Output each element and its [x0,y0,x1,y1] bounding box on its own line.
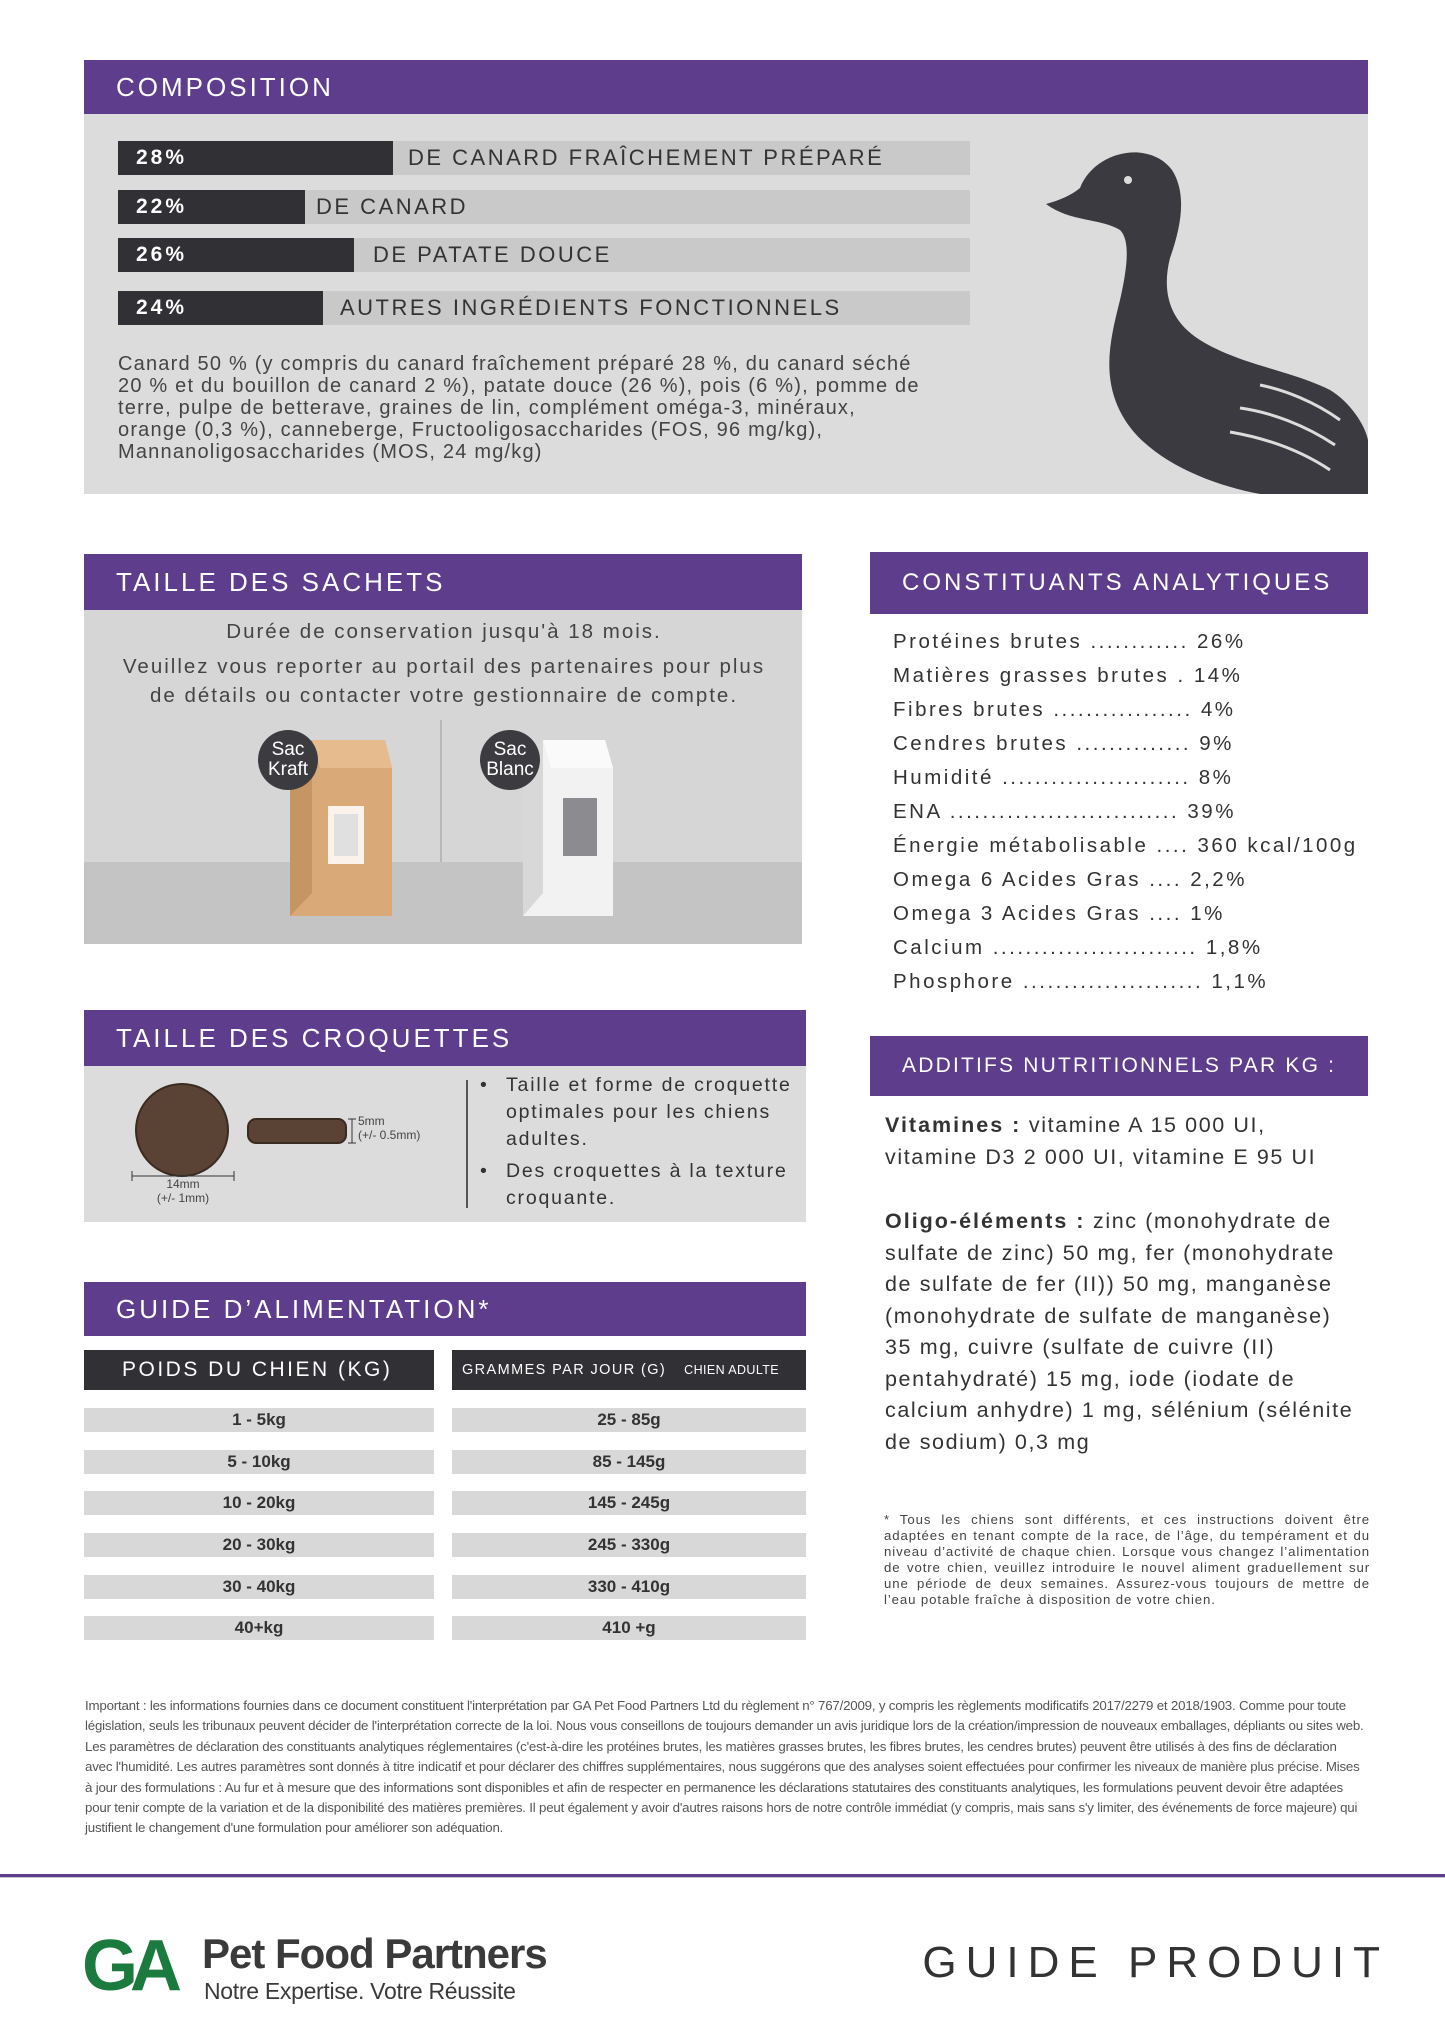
kibble-bullet: • Taille et forme de croquette optimales pour les chiens adultes. [480,1072,810,1153]
vitamines-text: vitamine A 15 000 UI, [1021,1113,1266,1137]
composition-row [118,141,970,175]
composition-pct: 24% [118,291,323,325]
oligo-text: sulfate de zinc) 50 mg, fer (monohydrate [885,1240,1335,1265]
feeding-weight-cell: 5 - 10kg [84,1450,434,1474]
analytics-row: Calcium ......................... 1,8% [893,936,1263,959]
kraft-bag-label [258,730,318,790]
analytics-header [870,552,1368,614]
composition-row [118,238,970,272]
ga-logo-icon [80,1932,196,1996]
guide-produit-title: GUIDE PRODUIT [922,1938,1389,1987]
white-bag-label-line: Sac [493,739,527,760]
composition-text-line: Mannanoligosaccharides (MOS, 24 mg/kg) [118,441,543,463]
additifs-header [870,1036,1368,1096]
oligo-block [885,1206,1405,1458]
kibble-divider [466,1080,468,1208]
feeding-col-weight-label: POIDS DU CHIEN (KG) [122,1358,393,1381]
composition-row [118,190,970,224]
oligo-text: pentahydraté) 15 mg, iode (iodate de [885,1366,1296,1391]
composition-text [118,353,978,463]
analytics-row: Protéines brutes ............ 26% [893,630,1246,653]
composition-text-line: terre, pulpe de betterave, graines de lin, complément oméga-3, minéraux, [118,397,856,419]
composition-text-line: Canard 50 % (y compris du canard fraîchement préparé 28 %, du canard séché [118,353,912,375]
ga-logo [80,1932,196,2001]
oligo-label: Oligo-éléments : [885,1209,1086,1233]
kibble-bullet-text: Des croquettes à la texture croquante. [506,1160,788,1209]
feeding-col-weight [84,1350,434,1390]
white-bag-label-line: Blanc [486,759,534,780]
oligo-text: de sodium) 0,3 mg [885,1429,1091,1454]
feeding-grams-cell: 145 - 245g [452,1491,806,1515]
feeding-weight-cell: 30 - 40kg [84,1575,434,1599]
vitamines-block [885,1110,1405,1173]
white-bag-label [480,730,540,790]
oligo-text: calcium anhydre) 1 mg, sélénium (sélénite [885,1398,1354,1422]
oligo-text: zinc (monohydrate de [1085,1209,1332,1233]
analytics-title: CONSTITUANTS ANALYTIQUES [902,569,1333,596]
kibble-top-icon [132,1080,232,1180]
brand-name: Pet Food Partners [202,1930,547,1977]
feeding-grams-cell: 330 - 410g [452,1575,806,1599]
vitamines-text: vitamine D3 2 000 UI, vitamine E 95 UI [885,1144,1317,1169]
oligo-text: de sulfate de fer (II)) 50 mg, manganèse [885,1272,1333,1296]
analytics-row: Phosphore ...................... 1,1% [893,970,1269,993]
duck-icon [1040,140,1368,494]
feeding-title: GUIDE D’ALIMENTATION* [116,1293,492,1324]
sachets-info-line: Durée de conservation jusqu'à 18 mois. [226,620,662,643]
composition-pct: 26% [118,238,354,272]
analytics-row: Humidité ....................... 8% [893,766,1234,789]
kibble-title: TAILLE DES CROQUETTES [116,1022,513,1053]
sachets-info-line: Veuillez vous reporter au portail des partenaires pour plus [122,655,766,678]
feeding-weight-cell: 10 - 20kg [84,1491,434,1515]
feeding-weight-cell: 20 - 30kg [84,1533,434,1557]
analytics-row: Omega 3 Acides Gras .... 1% [893,902,1225,925]
kibble-diameter-value: 14mm [166,1177,200,1191]
kibble-bullet-text: Taille et forme de croquette optimales pour les chiens adultes. [506,1074,792,1150]
feeding-grams-cell: 85 - 145g [452,1450,806,1474]
composition-header [84,60,1368,114]
composition-text-line: orange (0,3 %), canneberge, Fructooligosaccharides (FOS, 96 mg/kg), [118,419,824,441]
composition-text-line: 20 % et du bouillon de canard 2 %), patate douce (26 %), pois (6 %), pomme de [118,375,920,397]
composition-pct: 28% [118,141,393,175]
composition-title: COMPOSITION [116,71,334,102]
footer-divider-shadow [0,1877,1445,1878]
kibble-diameter-tol: (+/- 1mm) [156,1191,210,1205]
feeding-col-grams [452,1350,806,1390]
analytics-row: Matières grasses brutes . 14% [893,664,1243,687]
analytics-row: Omega 6 Acides Gras .... 2,2% [893,868,1247,891]
sachets-info [84,617,804,710]
kibble-bullet: • Des croquettes à la texture croquante. [480,1158,810,1212]
feeding-grams-cell: 245 - 330g [452,1533,806,1557]
analytics-row: Fibres brutes ................. 4% [893,698,1236,721]
feeding-weight-cell: 1 - 5kg [84,1408,434,1432]
kibble-side-icon [246,1116,356,1146]
feeding-note: * Tous les chiens sont différents, et ces instructions doivent être adaptées en tenant compte de la race, de l’âge, du tempérament et du niveau d’activité de chaque chien. Lorsque vous changez l’alimentation de votre chien, veuillez introduire le nouvel aliment graduellement sur une période de deux semaines. Assurez-vous toujours de mettre de l’eau potable fraîche à disposition de votre chien. [884,1512,1370,1607]
kraft-bag-label-line: Kraft [267,759,309,780]
kibble-diameter-label [130,1177,236,1205]
composition-label: DE CANARD FRAÎCHEMENT PRÉPARÉ [408,145,885,170]
sachets-header [84,554,802,610]
feeding-header [84,1282,806,1336]
composition-row [118,291,970,325]
feeding-grams-cell: 25 - 85g [452,1408,806,1432]
kibble-thickness-label [358,1114,420,1142]
legal-disclaimer: Important : les informations fournies dans ce document constituent l'interprétation par GA Pet Food Partners Ltd du règlement n° 767/2009, y compris les règlements modificatifs 2017/2279 et 2018/1903. Comme pour toute législation, seuls les tribunaux peuvent décider de l'interprétation correcte de la loi. Nous vous conseillons de toujours demander un avis juridique lors de la création/impression de nouveaux emballages, dépliants ou sites web. Les paramètres de déclaration des constituants analytiques réglementaires (c'est-à-dire les protéines brutes, les matières grasses brutes, les fibres brutes, les cendres brutes) peuvent être utilisés à des fins de déclaration avec l'humidité. Les autres paramètres sont donnés à titre indicatif et pour déclarer des chiffres supplémentaires, nous suggérons que des analyses soient effectuées pour confirmer les niveaux de manière plus précise. Mises à jour des formulations : Au fur et à mesure que des informations sont disponibles et afin de respecter en permanence les déclarations statutaires des constituants analytiques, les formulations peuvent devoir être adaptées pour tenir compte de la variation et de la disponibilité des matières premières. Il peut également y avoir d'autres raisons hors de notre contrôle immédiat (y compris, mais sans s'y limiter, des événements de force majeure) qui justifient le changement d'une formulation pour améliorer son adéquation. [85,1698,1364,1836]
sachets-floor [84,862,802,944]
composition-pct: 22% [118,190,305,224]
oligo-text: (monohydrate de sulfate de manganèse) [885,1303,1332,1328]
analytics-row: ENA ............................ 39% [893,800,1236,823]
kibble-thickness-value: 5mm [358,1114,385,1128]
feeding-weight-cell: 40+kg [84,1616,434,1640]
kibble-thickness-tol: (+/- 0.5mm) [358,1128,421,1142]
brand-tagline: Notre Expertise. Votre Réussite [204,1978,516,2004]
analytics-row: Énergie métabolisable .... 360 kcal/100g [893,834,1358,857]
vitamines-label: Vitamines : [885,1113,1022,1137]
feeding-col-grams-sub: CHIEN ADULTE [684,1363,780,1377]
sachets-title: TAILLE DES SACHETS [116,566,446,597]
composition-label: DE CANARD [316,194,469,219]
kraft-bag-label-line: Sac [271,739,305,760]
analytics-row: Cendres brutes .............. 9% [893,732,1234,755]
oligo-text: 35 mg, cuivre (sulfate de cuivre (II) [885,1335,1276,1359]
feeding-grams-cell: 410 +g [452,1616,806,1640]
kibble-header [84,1010,806,1066]
feeding-col-grams-label: GRAMMES PAR JOUR (G) [462,1362,667,1378]
composition-label: DE PATATE DOUCE [373,242,612,267]
additifs-title: ADDITIFS NUTRITIONNELS PAR KG : [902,1054,1337,1077]
composition-label: AUTRES INGRÉDIENTS FONCTIONNELS [340,295,842,320]
sachets-divider [440,720,442,862]
ga-logo-letters: GA [82,1932,174,1996]
sachets-info-line: de détails ou contacter votre gestionnaire de compte. [149,684,739,707]
